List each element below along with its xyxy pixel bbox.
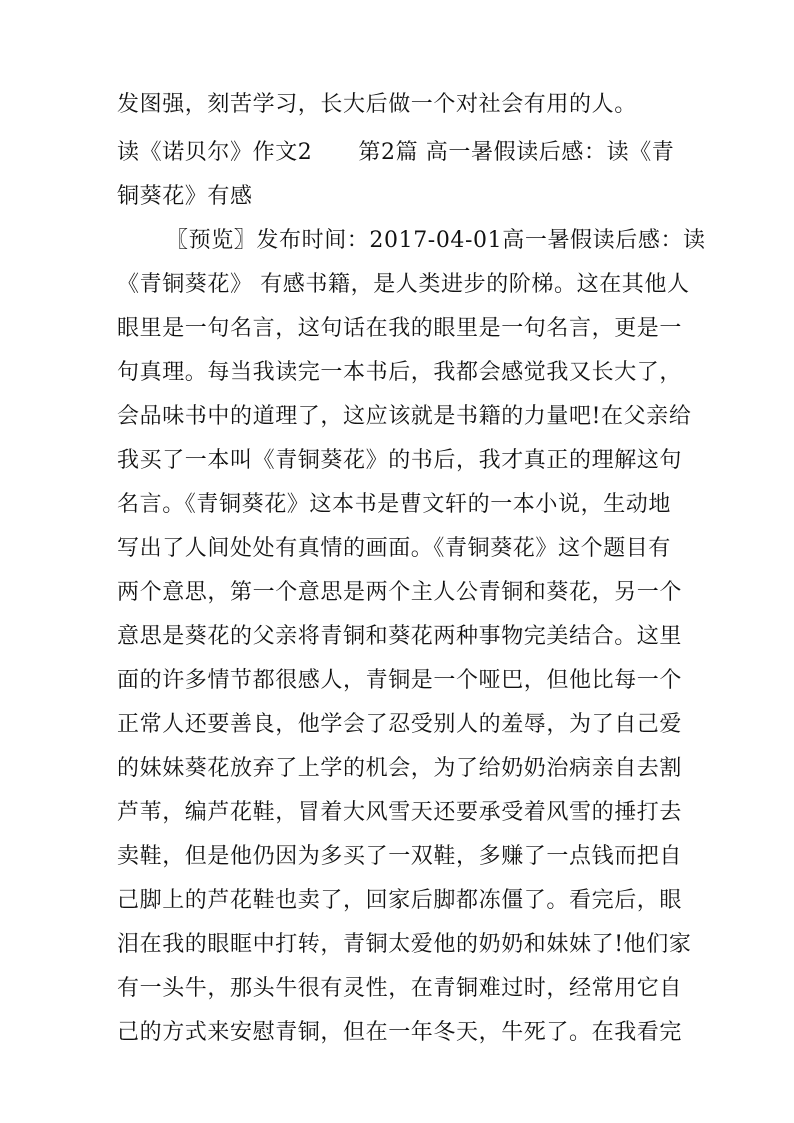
text-line: 正常人还要善良，他学会了忍受别人的羞辱，为了自己爱 [117,712,683,737]
text-line: 意思是葵花的父亲将青铜和葵花两种事物完美结合。这里 [117,624,683,649]
text-line: 《青铜葵花》 有感书籍，是人类进步的阶梯。这在其他人 [117,272,690,297]
text-line: 句真理。每当我读完一本书后，我都会感觉我又长大了， [117,360,683,385]
heading-continuation: 铜葵花》有感 [117,184,253,209]
text-line: 芦苇，编芦花鞋，冒着大风雪天还要承受着风雪的捶打去 [117,800,683,825]
text-line-with-heading [117,140,697,166]
text-line: 会品味书中的道理了，这应该就是书籍的力量吧!在父亲给 [117,404,692,429]
text-line: 两个意思，第一个意思是两个主人公青铜和葵花，另一个 [117,580,683,605]
text-line: 己脚上的芦花鞋也卖了，回家后脚都冻僵了。看完后，眼 [117,888,683,913]
text-line: 面的许多情节都很感人，青铜是一个哑巴，但他比每一个 [117,668,683,693]
text-line: 卖鞋，但是他仍因为多买了一双鞋，多赚了一点钱而把自 [117,844,683,869]
article-title-prev: 读《诺贝尔》作文2 [117,140,313,165]
text-line: 发图强，刻苦学习，长大后做一个对社会有用的人。 [117,92,637,117]
text-line: 名言。《青铜葵花》这本书是曹文轩的一本小说，生动地 [117,492,672,517]
text-line: 的妹妹葵花放弃了上学的机会，为了给奶奶治病亲自去割 [117,756,683,781]
text-line: 有一头牛，那头牛很有灵性，在青铜难过时，经常用它自 [117,976,683,1001]
text-line: 泪在我的眼眶中打转，青铜太爱他的奶奶和妹妹了!他们家 [117,932,692,957]
text-line: 〖预览〗发布时间：2017-04-01高一暑假读后感：读 [166,228,706,253]
text-line: 我买了一本叫《青铜葵花》的书后，我才真正的理解这句 [117,448,683,473]
article-heading: 第2篇 高一暑假读后感：读《青 [358,140,675,165]
text-line: 眼里是一句名言，这句话在我的眼里是一句名言，更是一 [117,316,683,341]
text-line: 写出了人间处处有真情的画面。《青铜葵花》这个题目有 [117,536,672,561]
text-line: 己的方式来安慰青铜，但在一年冬天，牛死了。在我看完 [117,1020,683,1045]
